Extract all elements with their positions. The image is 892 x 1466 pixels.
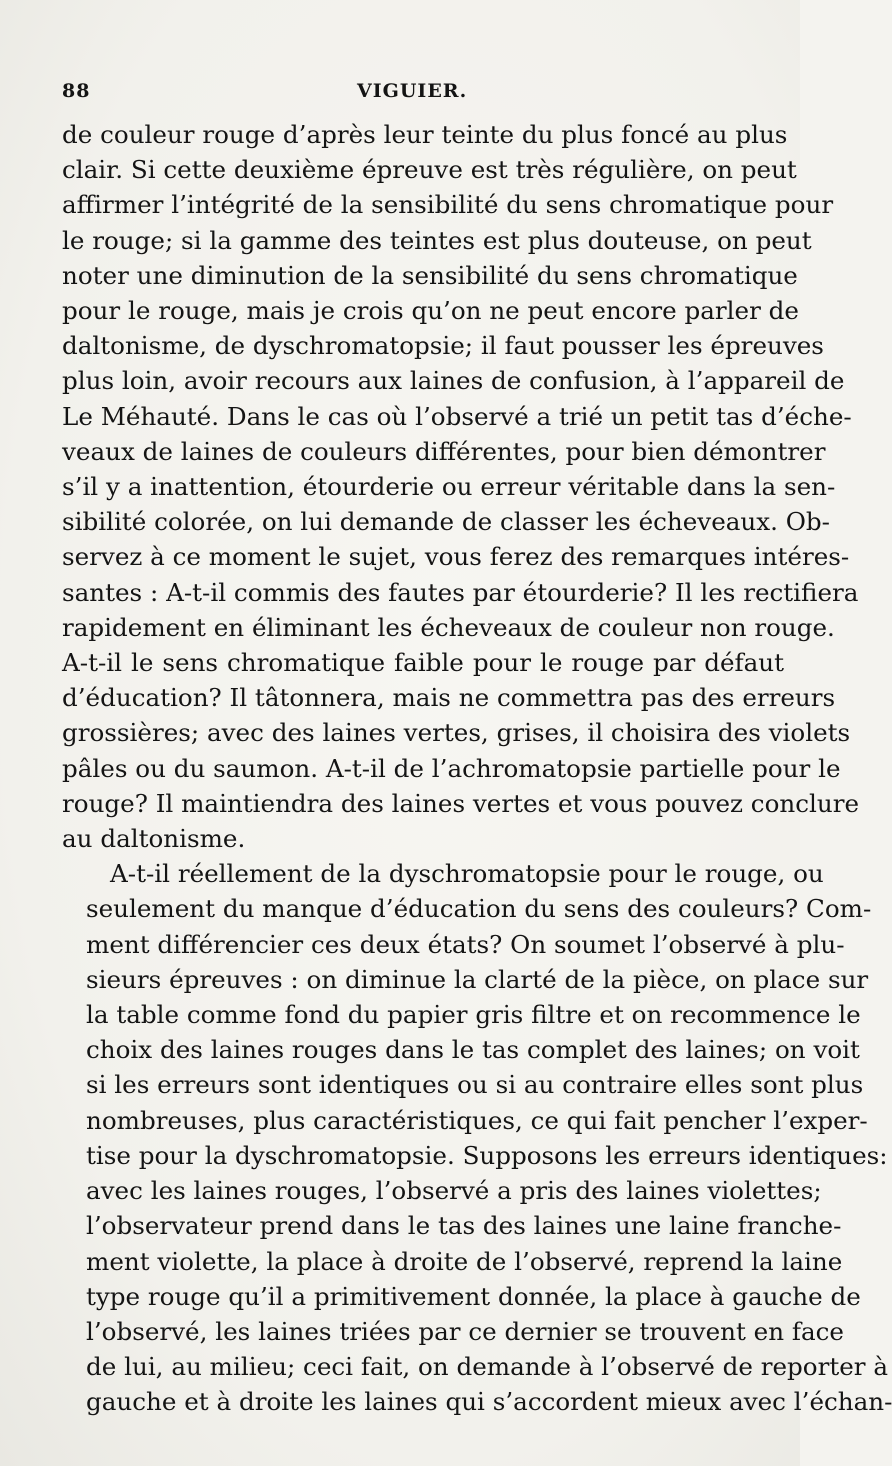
text-line: A-t-il réellement de la dyschromatopsie pour le rouge, ou xyxy=(110,859,824,889)
text-line: nombreuses, plus caractéristiques, ce qui fait pencher l’exper- xyxy=(86,1105,868,1135)
text-line: la table comme fond du papier gris filtre et on recommence le xyxy=(86,1000,861,1030)
text-line: type rouge qu’il a primitivement donnée, la place à gauche de xyxy=(86,1281,861,1311)
running-title: VIGUIER. xyxy=(357,80,468,102)
text-line: rapidement en éliminant les écheveaux de couleur non rouge. xyxy=(62,612,835,642)
text-line: veaux de laines de couleurs différentes, pour bien démontrer xyxy=(62,436,826,466)
text-line: si les erreurs sont identiques ou si au contraire elles sont plus xyxy=(86,1070,864,1100)
text-line: santes : A-t-il commis des fautes par étourderie? Il les rectifiera xyxy=(62,577,859,607)
body-text xyxy=(62,117,892,1420)
page-number: 88 xyxy=(62,80,91,102)
text-line: A-t-il le sens chromatique faible pour le rouge par défaut xyxy=(62,648,784,678)
text-line: l’observateur prend dans le tas des laines une laine franche- xyxy=(86,1211,842,1241)
text-line: choix des laines rouges dans le tas complet des laines; on voit xyxy=(86,1035,860,1065)
text-line: rouge? Il maintiendra des laines vertes et vous pouvez conclure xyxy=(62,788,860,818)
text-line: clair. Si cette deuxième épreuve est très régulière, on peut xyxy=(62,155,797,185)
text-line: affirmer l’intégrité de la sensibilité du sens chromatique pour xyxy=(62,190,834,220)
text-line: grossières; avec des laines vertes, grises, il choisira des violets xyxy=(62,718,851,748)
text-line: sieurs épreuves : on diminue la clarté de la pièce, on place sur xyxy=(86,964,869,994)
text-line: pour le rouge, mais je crois qu’on ne peut encore parler de xyxy=(62,296,799,326)
running-head xyxy=(62,80,782,110)
paragraph-2 xyxy=(62,856,892,1419)
text-line: s’il y a inattention, étourderie ou erreur véritable dans la sen- xyxy=(62,472,836,502)
text-line: Le Méhauté. Dans le cas où l’observé a trié un petit tas d’éche- xyxy=(62,401,852,431)
text-line: gauche et à droite les laines qui s’accordent mieux avec l’échan- xyxy=(86,1387,892,1417)
text-line: ment différencier ces deux états? On soumet l’observé à plu- xyxy=(86,929,845,959)
text-line: noter une diminution de la sensibilité du sens chromatique xyxy=(62,260,798,290)
paragraph-1 xyxy=(62,117,860,856)
text-line: sibilité colorée, on lui demande de classer les écheveaux. Ob- xyxy=(62,507,830,537)
text-line: de couleur rouge d’après leur teinte du plus foncé au plus xyxy=(62,120,788,149)
text-line: le rouge; si la gamme des teintes est plus douteuse, on peut xyxy=(62,225,812,255)
text-line: servez à ce moment le sujet, vous ferez des remarques intéres- xyxy=(62,542,850,572)
text-line: plus loin, avoir recours aux laines de confusion, à l’appareil de xyxy=(62,366,845,396)
text-line: pâles ou du saumon. A-t-il de l’achromatopsie partielle pour le xyxy=(62,753,841,783)
text-line: de lui, au milieu; ceci fait, on demande à l’observé de reporter à xyxy=(86,1352,889,1382)
text-line: seulement du manque d’éducation du sens des couleurs? Com- xyxy=(86,894,872,924)
text-line: d’éducation? Il tâtonnera, mais ne commettra pas des erreurs xyxy=(62,683,836,713)
text-line: tise pour la dyschromatopsie. Supposons les erreurs identiques: xyxy=(86,1140,888,1170)
text-line: au daltonisme. xyxy=(62,824,246,854)
text-line: l’observé, les laines triées par ce dernier se trouvent en face xyxy=(86,1316,844,1346)
text-line: daltonisme, de dyschromatopsie; il faut pousser les épreuves xyxy=(62,331,824,361)
text-line: avec les laines rouges, l’observé a pris des laines violettes; xyxy=(86,1176,822,1206)
text-line: ment violette, la place à droite de l’observé, reprend la laine xyxy=(86,1246,843,1276)
